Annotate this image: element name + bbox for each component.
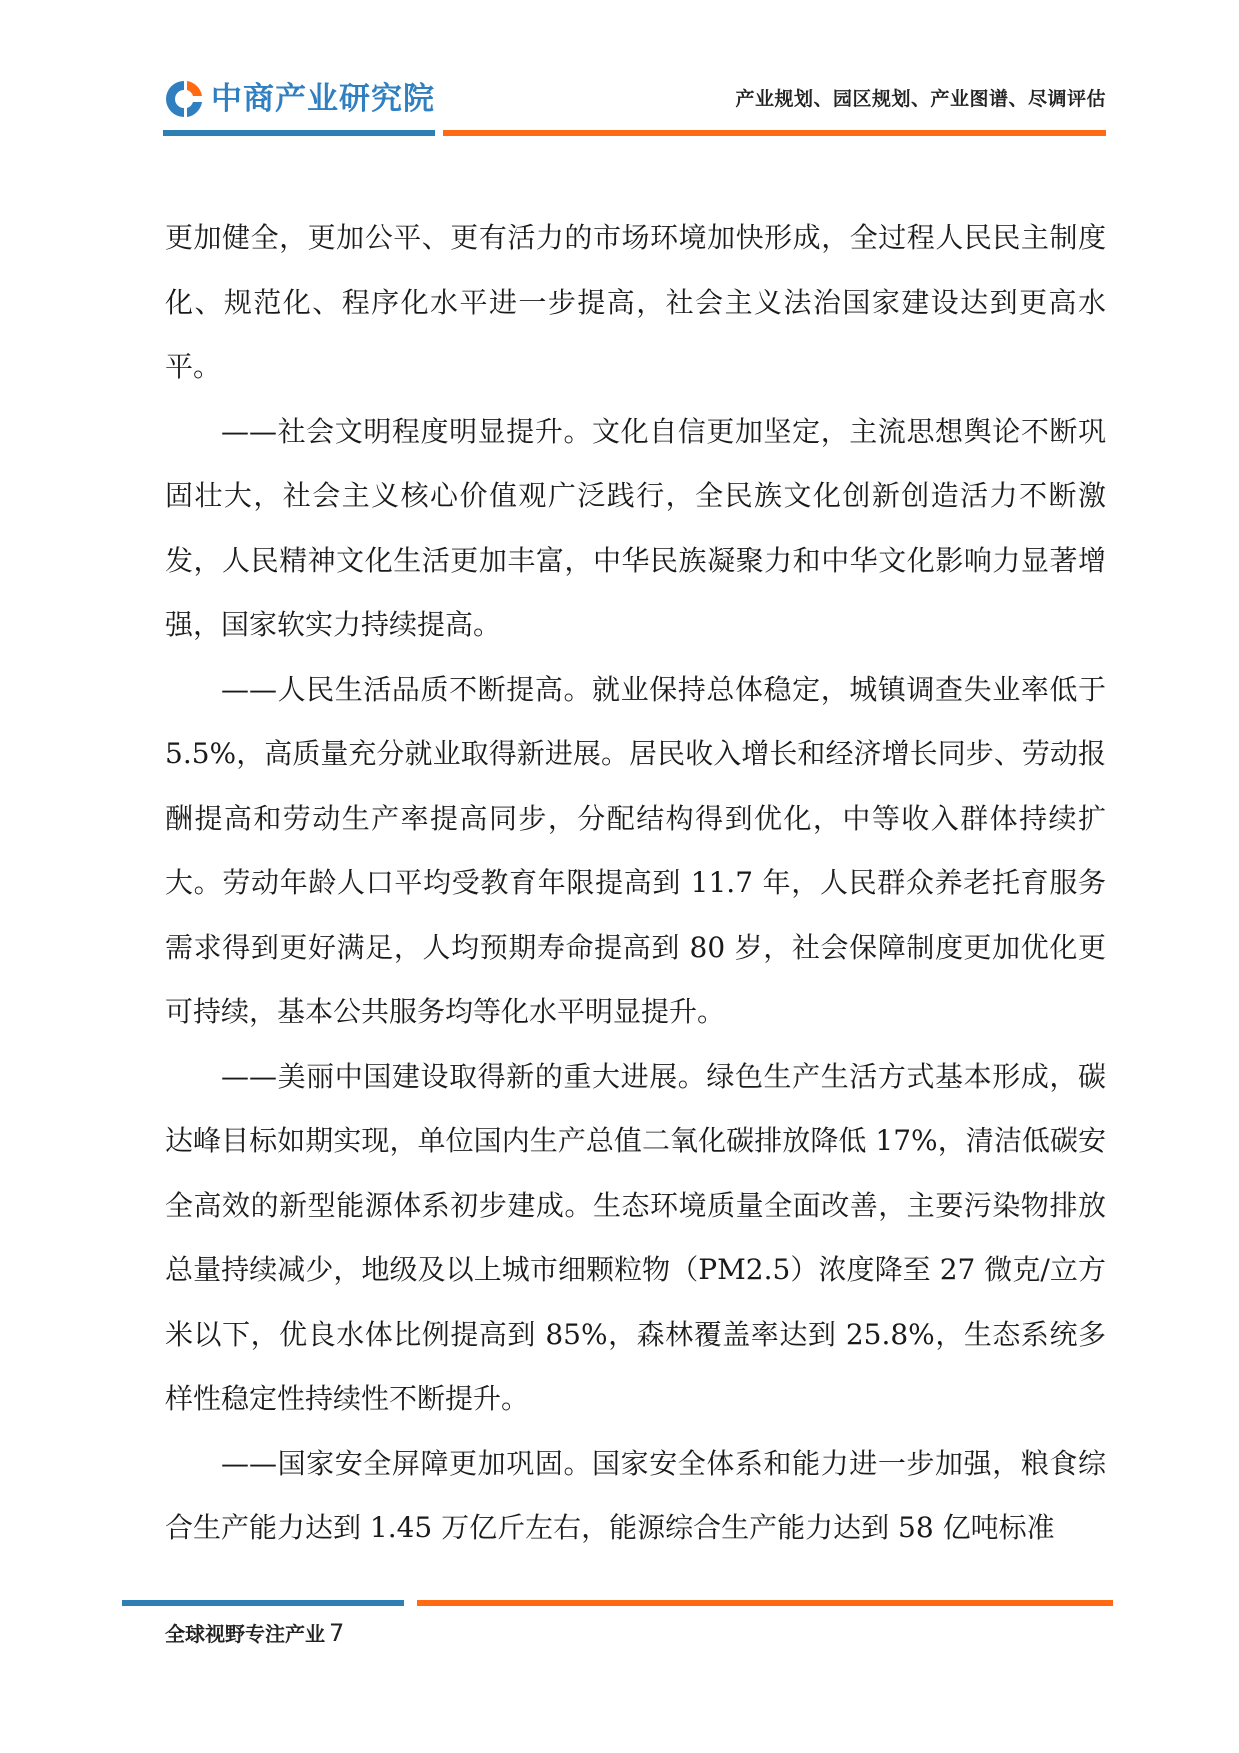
paragraph: ——美丽中国建设取得新的重大进展。绿色生产生活方式基本形成，碳达峰目标如期实现，单位国内生产总值二氧化碳排放降低 17%，清洁低碳安全高效的新型能源体系初步建成。生态环境质量全面改善，主要污染物排放总量持续减少，地级及以上城市细颗粒物（PM2.5）浓度降至 27 微克/立方米以下，优良水体比例提高到 85%，森林覆盖率达到 25.8%，生态系统多样性稳定性持续性不断提升。 (165, 1059, 1106, 1415)
header-rule-orange (443, 130, 1106, 136)
logo (163, 75, 435, 123)
page-footer (165, 1618, 344, 1647)
logo-mark-icon (163, 78, 205, 120)
paragraph: ——社会文明程度明显提升。文化自信更加坚定，主流思想舆论不断巩固壮大，社会主义核心价值观广泛践行，全民族文化创新创造活力不断激发，人民精神文化生活更加丰富，中华民族凝聚力和中华文化影响力显著增强，国家软实力持续提高。 (165, 414, 1106, 641)
paragraph: ——人民生活品质不断提高。就业保持总体稳定，城镇调查失业率低于 5.5%，高质量充分就业取得新进展。居民收入增长和经济增长同步、劳动报酬提高和劳动生产率提高同步，分配结构得到优化，中等收入群体持续扩大。劳动年龄人口平均受教育年限提高到 11.7 年，人民群众养老托育服务需求得到更好满足，人均预期寿命提高到 80 岁，社会保障制度更加优化更可持续，基本公共服务均等化水平明显提升。 (165, 672, 1106, 1028)
header-rule-blue (163, 130, 435, 136)
page-number: 7 (329, 1619, 345, 1647)
page-header (0, 0, 1239, 150)
body-text (165, 206, 1106, 1561)
logo-text: 中商产业研究院 (211, 81, 435, 117)
header-tagline: 产业规划、园区规划、产业图谱、尽调评估 (735, 88, 1106, 110)
paragraph: 更加健全，更加公平、更有活力的市场环境加快形成，全过程人民民主制度化、规范化、程序化水平进一步提高，社会主义法治国家建设达到更高水平。 (165, 221, 1106, 383)
footer-rule-blue (122, 1600, 404, 1606)
footer-rule-orange (417, 1600, 1113, 1606)
paragraph: ——国家安全屏障更加巩固。国家安全体系和能力进一步加强，粮食综合生产能力达到 1.45 万亿斤左右，能源综合生产能力达到 58 亿吨标准 (165, 1446, 1106, 1544)
footer-slogan: 全球视野专注产业 (165, 1622, 325, 1646)
